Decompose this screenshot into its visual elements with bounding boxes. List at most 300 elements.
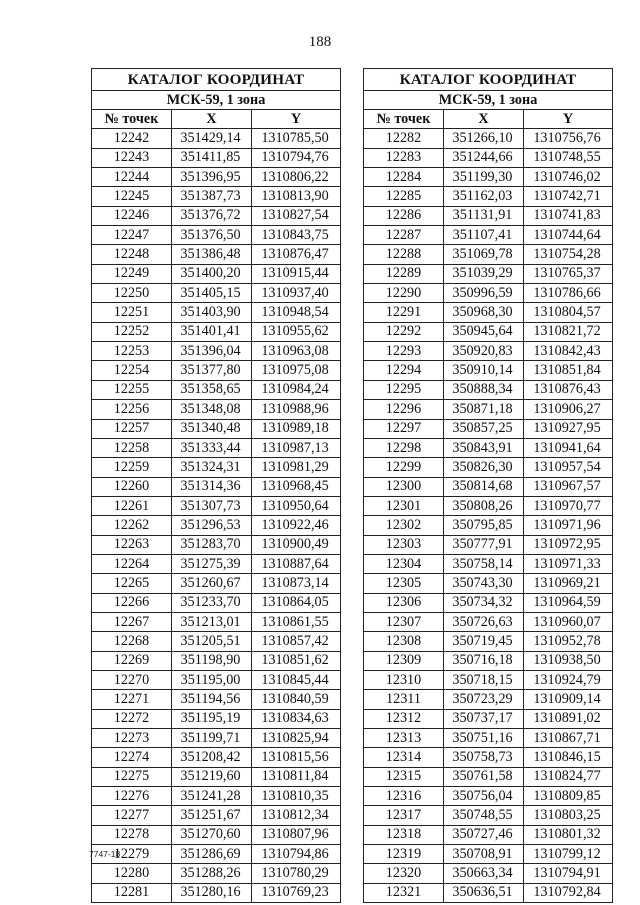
x-coordinate-cell: 350663,34: [444, 864, 524, 883]
point-number-cell: 12317: [364, 806, 444, 825]
y-coordinate-cell: 1310794,91: [524, 864, 613, 883]
table-row: [92, 554, 341, 573]
point-number-cell: 12315: [364, 767, 444, 786]
catalog-title: КАТАЛОГ КООРДИНАТ: [92, 69, 341, 91]
x-coordinate-cell: 350996,59: [444, 284, 524, 303]
table-row: [364, 709, 613, 728]
y-coordinate-cell: 1310803,25: [524, 806, 613, 825]
point-number-cell: 12289: [364, 264, 444, 283]
point-number-cell: 12248: [92, 245, 172, 264]
table-row: [92, 632, 341, 651]
y-coordinate-cell: 1310780,29: [252, 864, 341, 883]
y-coordinate-cell: 1310960,07: [524, 612, 613, 631]
point-number-cell: 12286: [364, 206, 444, 225]
point-number-cell: 12279: [92, 845, 172, 864]
table-row: [364, 400, 613, 419]
table-row: [92, 690, 341, 709]
point-number-cell: 12246: [92, 206, 172, 225]
x-coordinate-cell: 350968,30: [444, 303, 524, 322]
x-coordinate-cell: 351199,71: [172, 729, 252, 748]
point-number-cell: 12320: [364, 864, 444, 883]
x-coordinate-cell: 351296,53: [172, 516, 252, 535]
table-row: [364, 264, 613, 283]
y-coordinate-cell: 1310867,71: [524, 729, 613, 748]
y-coordinate-cell: 1310794,86: [252, 845, 341, 864]
table-row: [364, 496, 613, 515]
table-row: [92, 574, 341, 593]
point-number-cell: 12247: [92, 226, 172, 245]
y-coordinate-cell: 1310769,23: [252, 883, 341, 902]
catalog-title: КАТАЛОГ КООРДИНАТ: [364, 69, 613, 91]
point-number-cell: 12273: [92, 729, 172, 748]
y-coordinate-cell: 1310799,12: [524, 845, 613, 864]
x-coordinate-cell: 351386,48: [172, 245, 252, 264]
table-row: [92, 129, 341, 148]
x-coordinate-cell: 350723,29: [444, 690, 524, 709]
y-coordinate-cell: 1310906,27: [524, 400, 613, 419]
point-number-cell: 12313: [364, 729, 444, 748]
x-coordinate-cell: 350758,14: [444, 554, 524, 573]
point-number-cell: 12303: [364, 535, 444, 554]
y-coordinate-cell: 1310810,35: [252, 787, 341, 806]
y-coordinate-cell: 1310825,94: [252, 729, 341, 748]
y-coordinate-cell: 1310861,55: [252, 612, 341, 631]
x-coordinate-cell: 351340,48: [172, 419, 252, 438]
x-coordinate-cell: 351162,03: [444, 187, 524, 206]
point-number-cell: 12276: [92, 787, 172, 806]
x-coordinate-cell: 351233,70: [172, 593, 252, 612]
point-number-cell: 12272: [92, 709, 172, 728]
column-header-y: Y: [252, 110, 341, 129]
point-number-cell: 12310: [364, 670, 444, 689]
y-coordinate-cell: 1310846,15: [524, 748, 613, 767]
table-row: [364, 806, 613, 825]
x-coordinate-cell: 351251,67: [172, 806, 252, 825]
table-row: [364, 845, 613, 864]
x-coordinate-cell: 351401,41: [172, 322, 252, 341]
x-coordinate-cell: 351376,72: [172, 206, 252, 225]
y-coordinate-cell: 1310742,71: [524, 187, 613, 206]
point-number-cell: 12257: [92, 419, 172, 438]
x-coordinate-cell: 350920,83: [444, 342, 524, 361]
y-coordinate-cell: 1310754,28: [524, 245, 613, 264]
point-number-cell: 12301: [364, 496, 444, 515]
table-row: [92, 438, 341, 457]
table-row: [364, 690, 613, 709]
x-coordinate-cell: 351198,90: [172, 651, 252, 670]
x-coordinate-cell: 351376,50: [172, 226, 252, 245]
y-coordinate-cell: 1310963,08: [252, 342, 341, 361]
point-number-cell: 12302: [364, 516, 444, 535]
table-row: [92, 264, 341, 283]
y-coordinate-cell: 1310864,05: [252, 593, 341, 612]
table-row: [364, 767, 613, 786]
x-coordinate-cell: 351241,28: [172, 787, 252, 806]
table-row: [92, 419, 341, 438]
x-coordinate-cell: 350636,51: [444, 883, 524, 902]
x-coordinate-cell: 350795,85: [444, 516, 524, 535]
table-row: [92, 187, 341, 206]
y-coordinate-cell: 1310809,85: [524, 787, 613, 806]
point-number-cell: 12254: [92, 361, 172, 380]
point-number-cell: 12264: [92, 554, 172, 573]
point-number-cell: 12253: [92, 342, 172, 361]
point-number-cell: 12249: [92, 264, 172, 283]
point-number-cell: 12266: [92, 593, 172, 612]
x-coordinate-cell: 350718,15: [444, 670, 524, 689]
x-coordinate-cell: 351205,51: [172, 632, 252, 651]
table-row: [364, 729, 613, 748]
y-coordinate-cell: 1310756,76: [524, 129, 613, 148]
table-row: [92, 284, 341, 303]
table-row: [92, 806, 341, 825]
y-coordinate-cell: 1310971,33: [524, 554, 613, 573]
table-row: [92, 787, 341, 806]
document-code: 7747-18: [89, 849, 121, 859]
point-number-cell: 12288: [364, 245, 444, 264]
x-coordinate-cell: 351405,15: [172, 284, 252, 303]
x-coordinate-cell: 351208,42: [172, 748, 252, 767]
point-number-cell: 12321: [364, 883, 444, 902]
catalog-body: [364, 129, 613, 903]
point-number-cell: 12245: [92, 187, 172, 206]
table-row: [92, 342, 341, 361]
table-row: [92, 226, 341, 245]
table-row: [364, 129, 613, 148]
y-coordinate-cell: 1310801,32: [524, 825, 613, 844]
point-number-cell: 12283: [364, 148, 444, 167]
table-row: [92, 845, 341, 864]
table-row: [364, 419, 613, 438]
x-coordinate-cell: 350751,16: [444, 729, 524, 748]
y-coordinate-cell: 1310748,55: [524, 148, 613, 167]
table-row: [92, 709, 341, 728]
y-coordinate-cell: 1310887,64: [252, 554, 341, 573]
x-coordinate-cell: 350843,91: [444, 438, 524, 457]
table-row: [92, 535, 341, 554]
catalog-zone: МСК-59, 1 зона: [92, 91, 341, 110]
table-row: [364, 535, 613, 554]
y-coordinate-cell: 1310952,78: [524, 632, 613, 651]
point-number-cell: 12291: [364, 303, 444, 322]
table-row: [364, 148, 613, 167]
catalog-zone: МСК-59, 1 зона: [364, 91, 613, 110]
x-coordinate-cell: 351288,26: [172, 864, 252, 883]
table-row: [364, 516, 613, 535]
x-coordinate-cell: 351307,73: [172, 496, 252, 515]
table-row: [92, 361, 341, 380]
y-coordinate-cell: 1310804,57: [524, 303, 613, 322]
y-coordinate-cell: 1310968,45: [252, 477, 341, 496]
y-coordinate-cell: 1310975,08: [252, 361, 341, 380]
table-row: [92, 380, 341, 399]
y-coordinate-cell: 1310845,44: [252, 670, 341, 689]
y-coordinate-cell: 1310815,56: [252, 748, 341, 767]
y-coordinate-cell: 1310964,59: [524, 593, 613, 612]
y-coordinate-cell: 1310938,50: [524, 651, 613, 670]
x-coordinate-cell: 351396,04: [172, 342, 252, 361]
y-coordinate-cell: 1310834,63: [252, 709, 341, 728]
x-coordinate-cell: 350719,45: [444, 632, 524, 651]
table-row: [364, 632, 613, 651]
y-coordinate-cell: 1310948,54: [252, 303, 341, 322]
table-row: [92, 400, 341, 419]
x-coordinate-cell: 351314,36: [172, 477, 252, 496]
y-coordinate-cell: 1310785,50: [252, 129, 341, 148]
table-row: [364, 438, 613, 457]
x-coordinate-cell: 350716,18: [444, 651, 524, 670]
x-coordinate-cell: 351199,30: [444, 168, 524, 187]
y-coordinate-cell: 1310970,77: [524, 496, 613, 515]
table-row: [92, 825, 341, 844]
table-row: [92, 168, 341, 187]
y-coordinate-cell: 1310765,37: [524, 264, 613, 283]
table-row: [364, 864, 613, 883]
point-number-cell: 12256: [92, 400, 172, 419]
x-coordinate-cell: 351219,60: [172, 767, 252, 786]
x-coordinate-cell: 351194,56: [172, 690, 252, 709]
point-number-cell: 12294: [364, 361, 444, 380]
table-row: [364, 361, 613, 380]
table-row: [364, 883, 613, 902]
table-row: [92, 767, 341, 786]
x-coordinate-cell: 350761,58: [444, 767, 524, 786]
y-coordinate-cell: 1310969,21: [524, 574, 613, 593]
point-number-cell: 12259: [92, 458, 172, 477]
x-coordinate-cell: 350748,55: [444, 806, 524, 825]
point-number-cell: 12299: [364, 458, 444, 477]
table-row: [92, 148, 341, 167]
x-coordinate-cell: 351195,19: [172, 709, 252, 728]
table-row: [92, 883, 341, 902]
column-header-y: Y: [524, 110, 613, 129]
point-number-cell: 12312: [364, 709, 444, 728]
y-coordinate-cell: 1310937,40: [252, 284, 341, 303]
point-number-cell: 12250: [92, 284, 172, 303]
table-row: [92, 729, 341, 748]
point-number-cell: 12300: [364, 477, 444, 496]
table-row: [364, 477, 613, 496]
x-coordinate-cell: 350756,04: [444, 787, 524, 806]
point-number-cell: 12263: [92, 535, 172, 554]
point-number-cell: 12293: [364, 342, 444, 361]
table-row: [364, 612, 613, 631]
y-coordinate-cell: 1310857,42: [252, 632, 341, 651]
table-row: [92, 245, 341, 264]
x-coordinate-cell: 350871,18: [444, 400, 524, 419]
x-coordinate-cell: 351403,90: [172, 303, 252, 322]
point-number-cell: 12268: [92, 632, 172, 651]
point-number-cell: 12255: [92, 380, 172, 399]
point-number-cell: 12252: [92, 322, 172, 341]
point-number-cell: 12282: [364, 129, 444, 148]
y-coordinate-cell: 1310972,95: [524, 535, 613, 554]
point-number-cell: 12307: [364, 612, 444, 631]
point-number-cell: 12319: [364, 845, 444, 864]
x-coordinate-cell: 350945,64: [444, 322, 524, 341]
point-number-cell: 12284: [364, 168, 444, 187]
table-row: [92, 477, 341, 496]
y-coordinate-cell: 1310843,75: [252, 226, 341, 245]
point-number-cell: 12318: [364, 825, 444, 844]
x-coordinate-cell: 351396,95: [172, 168, 252, 187]
table-row: [364, 303, 613, 322]
y-coordinate-cell: 1310950,64: [252, 496, 341, 515]
y-coordinate-cell: 1310794,76: [252, 148, 341, 167]
table-row: [364, 187, 613, 206]
column-header-point-number: № точек: [364, 110, 444, 129]
x-coordinate-cell: 351429,14: [172, 129, 252, 148]
x-coordinate-cell: 351283,70: [172, 535, 252, 554]
column-header-x: X: [444, 110, 524, 129]
x-coordinate-cell: 350808,26: [444, 496, 524, 515]
y-coordinate-cell: 1310824,77: [524, 767, 613, 786]
x-coordinate-cell: 351358,65: [172, 380, 252, 399]
table-row: [364, 593, 613, 612]
table-row: [92, 516, 341, 535]
x-coordinate-cell: 351266,10: [444, 129, 524, 148]
x-coordinate-cell: 351400,20: [172, 264, 252, 283]
table-row: [364, 206, 613, 225]
table-row: [92, 593, 341, 612]
x-coordinate-cell: 350814,68: [444, 477, 524, 496]
point-number-cell: 12308: [364, 632, 444, 651]
point-number-cell: 12290: [364, 284, 444, 303]
point-number-cell: 12244: [92, 168, 172, 187]
point-number-cell: 12275: [92, 767, 172, 786]
y-coordinate-cell: 1310922,46: [252, 516, 341, 535]
y-coordinate-cell: 1310988,96: [252, 400, 341, 419]
x-coordinate-cell: 351286,69: [172, 845, 252, 864]
y-coordinate-cell: 1310741,83: [524, 206, 613, 225]
y-coordinate-cell: 1310811,84: [252, 767, 341, 786]
x-coordinate-cell: 351107,41: [444, 226, 524, 245]
y-coordinate-cell: 1310744,64: [524, 226, 613, 245]
x-coordinate-cell: 351377,80: [172, 361, 252, 380]
x-coordinate-cell: 350758,73: [444, 748, 524, 767]
y-coordinate-cell: 1310840,59: [252, 690, 341, 709]
point-number-cell: 12271: [92, 690, 172, 709]
table-row: [92, 670, 341, 689]
x-coordinate-cell: 350737,17: [444, 709, 524, 728]
y-coordinate-cell: 1310915,44: [252, 264, 341, 283]
table-row: [364, 284, 613, 303]
point-number-cell: 12260: [92, 477, 172, 496]
y-coordinate-cell: 1310900,49: [252, 535, 341, 554]
table-row: [92, 303, 341, 322]
point-number-cell: 12316: [364, 787, 444, 806]
y-coordinate-cell: 1310891,02: [524, 709, 613, 728]
y-coordinate-cell: 1310792,84: [524, 883, 613, 902]
point-number-cell: 12262: [92, 516, 172, 535]
y-coordinate-cell: 1310876,43: [524, 380, 613, 399]
point-number-cell: 12309: [364, 651, 444, 670]
x-coordinate-cell: 350726,63: [444, 612, 524, 631]
x-coordinate-cell: 351195,00: [172, 670, 252, 689]
y-coordinate-cell: 1310851,84: [524, 361, 613, 380]
point-number-cell: 12277: [92, 806, 172, 825]
x-coordinate-cell: 351324,31: [172, 458, 252, 477]
point-number-cell: 12280: [92, 864, 172, 883]
table-row: [92, 458, 341, 477]
x-coordinate-cell: 350777,91: [444, 535, 524, 554]
x-coordinate-cell: 350888,34: [444, 380, 524, 399]
table-row: [364, 342, 613, 361]
table-row: [364, 787, 613, 806]
page-number: 188: [308, 34, 332, 50]
point-number-cell: 12261: [92, 496, 172, 515]
x-coordinate-cell: 351280,16: [172, 883, 252, 902]
y-coordinate-cell: 1310927,95: [524, 419, 613, 438]
coordinate-catalog-table-left: [91, 68, 341, 903]
point-number-cell: 12295: [364, 380, 444, 399]
x-coordinate-cell: 351348,08: [172, 400, 252, 419]
table-row: [364, 651, 613, 670]
y-coordinate-cell: 1310842,43: [524, 342, 613, 361]
y-coordinate-cell: 1310989,18: [252, 419, 341, 438]
point-number-cell: 12267: [92, 612, 172, 631]
table-row: [92, 651, 341, 670]
point-number-cell: 12287: [364, 226, 444, 245]
point-number-cell: 12278: [92, 825, 172, 844]
point-number-cell: 12269: [92, 651, 172, 670]
y-coordinate-cell: 1310821,72: [524, 322, 613, 341]
x-coordinate-cell: 351244,66: [444, 148, 524, 167]
y-coordinate-cell: 1310987,13: [252, 438, 341, 457]
column-header-x: X: [172, 110, 252, 129]
point-number-cell: 12242: [92, 129, 172, 148]
point-number-cell: 12314: [364, 748, 444, 767]
table-row: [364, 574, 613, 593]
x-coordinate-cell: 351270,60: [172, 825, 252, 844]
table-row: [364, 226, 613, 245]
x-coordinate-cell: 350826,30: [444, 458, 524, 477]
column-header-point-number: № точек: [92, 110, 172, 129]
y-coordinate-cell: 1310971,96: [524, 516, 613, 535]
y-coordinate-cell: 1310957,54: [524, 458, 613, 477]
x-coordinate-cell: 351275,39: [172, 554, 252, 573]
table-row: [364, 670, 613, 689]
y-coordinate-cell: 1310955,62: [252, 322, 341, 341]
x-coordinate-cell: 351333,44: [172, 438, 252, 457]
point-number-cell: 12281: [92, 883, 172, 902]
point-number-cell: 12306: [364, 593, 444, 612]
point-number-cell: 12265: [92, 574, 172, 593]
table-row: [364, 380, 613, 399]
y-coordinate-cell: 1310984,24: [252, 380, 341, 399]
point-number-cell: 12270: [92, 670, 172, 689]
y-coordinate-cell: 1310981,29: [252, 458, 341, 477]
y-coordinate-cell: 1310967,57: [524, 477, 613, 496]
point-number-cell: 12285: [364, 187, 444, 206]
point-number-cell: 12297: [364, 419, 444, 438]
y-coordinate-cell: 1310924,79: [524, 670, 613, 689]
x-coordinate-cell: 351213,01: [172, 612, 252, 631]
table-row: [364, 748, 613, 767]
point-number-cell: 12296: [364, 400, 444, 419]
point-number-cell: 12243: [92, 148, 172, 167]
point-number-cell: 12258: [92, 438, 172, 457]
y-coordinate-cell: 1310746,02: [524, 168, 613, 187]
x-coordinate-cell: 350708,91: [444, 845, 524, 864]
catalog-body: [92, 129, 341, 903]
y-coordinate-cell: 1310941,64: [524, 438, 613, 457]
y-coordinate-cell: 1310909,14: [524, 690, 613, 709]
y-coordinate-cell: 1310807,96: [252, 825, 341, 844]
table-row: [364, 554, 613, 573]
y-coordinate-cell: 1310812,34: [252, 806, 341, 825]
x-coordinate-cell: 350910,14: [444, 361, 524, 380]
